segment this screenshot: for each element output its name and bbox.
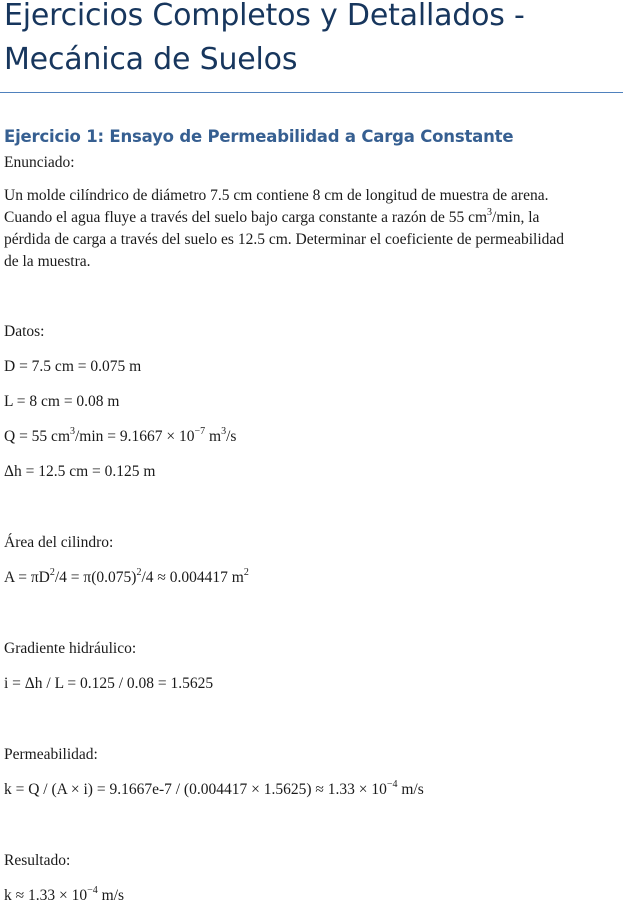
document-title-line-1: Ejercicios Completos y Detallados - — [4, 0, 525, 33]
resultado-value-exp: −4 — [87, 884, 98, 896]
dato-caudal — [4, 426, 623, 448]
dato-caudal-exp-3: 3 — [221, 425, 227, 437]
area-formula-exp-1: 2 — [49, 566, 55, 578]
dato-diametro: D = 7.5 cm = 0.075 m — [4, 358, 142, 375]
enunciado-line-2-text: Cuando el agua fluye a través del suelo bajo carga constante a razón de 55 cm — [4, 209, 488, 226]
enunciado-line-2-rest: /min, la — [492, 209, 540, 226]
gradiente-formula: i = Δh / L = 0.125 / 0.08 = 1.5625 — [4, 675, 214, 692]
area-formula-exp-2: 2 — [136, 566, 142, 578]
resultado-value-post: m/s — [97, 887, 125, 904]
enunciado-text — [4, 185, 623, 273]
dato-caudal-mid-2: m — [205, 428, 222, 445]
dato-caudal-mid: /min = 9.1667 × 10 — [75, 428, 195, 445]
permeabilidad-formula-exp: −4 — [386, 778, 398, 790]
area-formula-exp-3: 2 — [243, 566, 249, 578]
document-title — [4, 0, 623, 82]
area-formula-mid-2: /4 ≈ 0.004417 m — [141, 569, 244, 586]
enunciado-line-4: de la muestra. — [4, 253, 91, 270]
datos-label: Datos: — [4, 323, 45, 340]
resultado-value — [4, 885, 623, 907]
dato-caudal-exp-1: 3 — [70, 425, 75, 437]
permeabilidad-formula-pre: k = Q / (A × i) = 9.1667e-7 / (0.004417 × 1.5625) ≈ 1.33 × 10 — [4, 781, 387, 798]
enunciado-line-3: pérdida de carga a través del suelo es 12.5 cm. Determinar el coeficiente de permeabilidad — [4, 231, 565, 248]
permeabilidad-formula-post: m/s — [397, 781, 424, 798]
enunciado-line-1: Un molde cilíndrico de diámetro 7.5 cm contiene 8 cm de longitud de muestra de arena. — [4, 187, 549, 204]
enunciado-line-2 — [4, 206, 540, 226]
permeabilidad-label: Permeabilidad: — [4, 746, 98, 763]
enunciado-label: Enunciado: — [4, 154, 75, 171]
gradiente-label: Gradiente hidráulico: — [4, 640, 137, 657]
dato-caudal-pre: Q = 55 cm — [4, 428, 70, 445]
area-formula-mid: /4 = π(0.075) — [54, 569, 137, 586]
document-page — [4, 0, 623, 907]
document-title-line-2: Mecánica de Suelos — [4, 42, 298, 77]
dato-caudal-post: /s — [226, 428, 237, 445]
exercise-1-heading: Ejercicio 1: Ensayo de Permeabilidad a Carga Constante — [4, 127, 514, 146]
dato-caudal-exp-2: −7 — [194, 425, 206, 437]
area-label: Área del cilindro: — [4, 534, 114, 551]
title-divider — [0, 92, 623, 93]
area-formula-pre: A = πD — [4, 569, 50, 586]
permeabilidad-formula — [4, 779, 623, 801]
area-formula — [4, 567, 623, 589]
resultado-value-pre: k ≈ 1.33 × 10 — [4, 887, 88, 904]
resultado-label: Resultado: — [4, 852, 71, 869]
dato-perdida-carga: Δh = 12.5 cm = 0.125 m — [4, 463, 156, 480]
dato-longitud: L = 8 cm = 0.08 m — [4, 393, 120, 410]
enunciado-line-2-exponent: 3 — [487, 206, 493, 218]
